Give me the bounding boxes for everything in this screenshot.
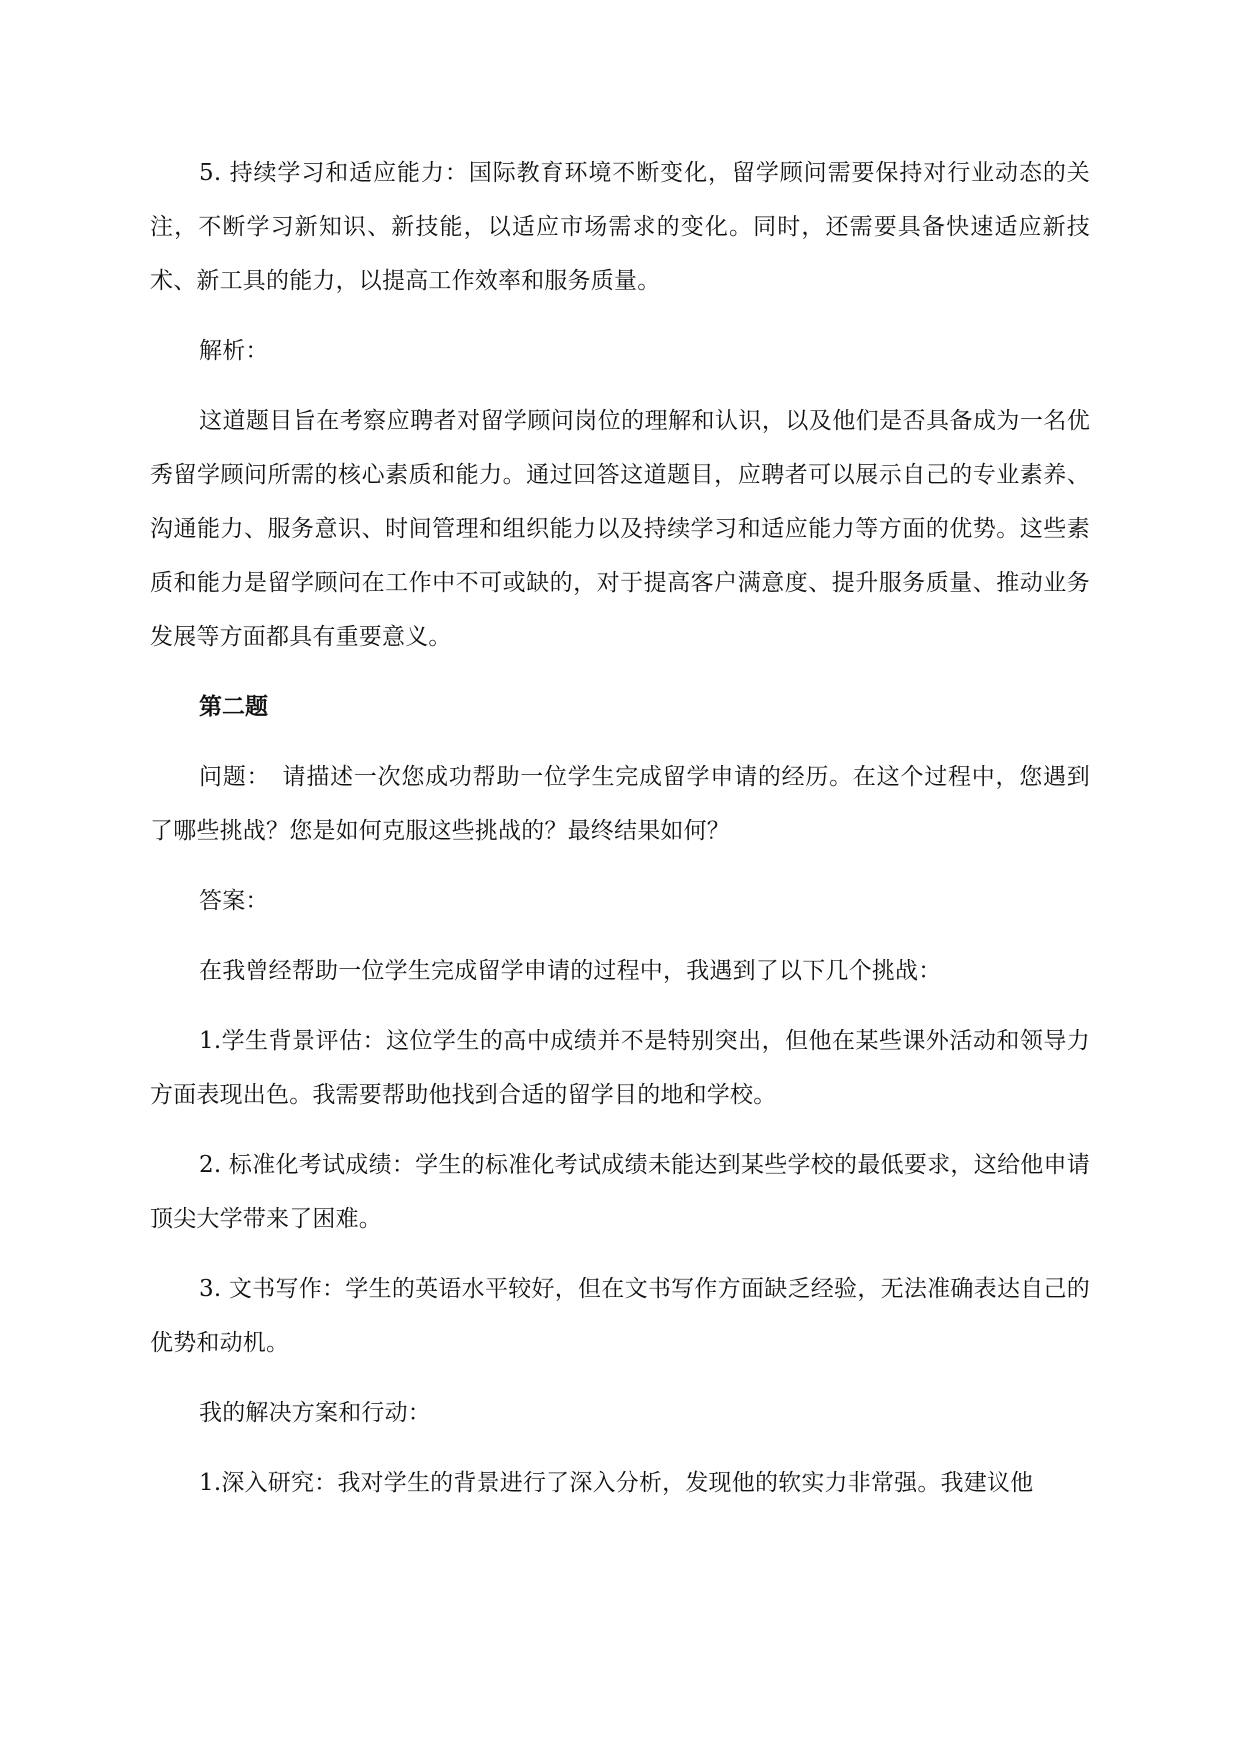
answer-label: 答案： xyxy=(199,888,269,914)
section-heading-question-2: 第二题 xyxy=(199,694,268,720)
solution-item-1: 1.深入研究：我对学生的背景进行了深入分析，发现他的软实力非常强。我建议他 xyxy=(199,1470,1034,1496)
document-body xyxy=(150,146,1090,1526)
challenge-item-1: 1.学生背景评估：这位学生的高中成绩并不是特别突出，但他在某些课外活动和领导力方面表现出色。我需要帮助他找到合适的留学目的地和学校。 xyxy=(150,1028,1090,1108)
question-paragraph: 问题： 请描述一次您成功帮助一位学生完成留学申请的经历。在这个过程中，您遇到了哪些挑战？您是如何克服这些挑战的？最终结果如何？ xyxy=(150,764,1090,844)
challenge-item-2: 2. 标准化考试成绩：学生的标准化考试成绩未能达到某些学校的最低要求，这给他申请顶尖大学带来了困难。 xyxy=(150,1152,1090,1232)
answer-intro-paragraph: 在我曾经帮助一位学生完成留学申请的过程中，我遇到了以下几个挑战： xyxy=(199,958,942,984)
analysis-label: 解析： xyxy=(199,338,269,364)
solution-label: 我的解决方案和行动： xyxy=(199,1400,431,1426)
challenge-item-3: 3. 文书写作：学生的英语水平较好，但在文书写作方面缺乏经验，无法准确表达自己的优势和动机。 xyxy=(150,1276,1090,1356)
analysis-paragraph: 这道题目旨在考察应聘者对留学顾问岗位的理解和认识，以及他们是否具备成为一名优秀留学顾问所需的核心素质和能力。通过回答这道题目，应聘者可以展示自己的专业素养、沟通能力、服务意识、时间管理和组织能力以及持续学习和适应能力等方面的优势。这些素质和能力是留学顾问在工作中不可或缺的，对于提高客户满意度、提升服务质量、推动业务发展等方面都具有重要意义。 xyxy=(150,408,1090,650)
paragraph-item-5-continuous-learning: 5. 持续学习和适应能力：国际教育环境不断变化，留学顾问需要保持对行业动态的关注，不断学习新知识、新技能，以适应市场需求的变化。同时，还需要具备快速适应新技术、新工具的能力，以提高工作效率和服务质量。 xyxy=(150,160,1090,294)
